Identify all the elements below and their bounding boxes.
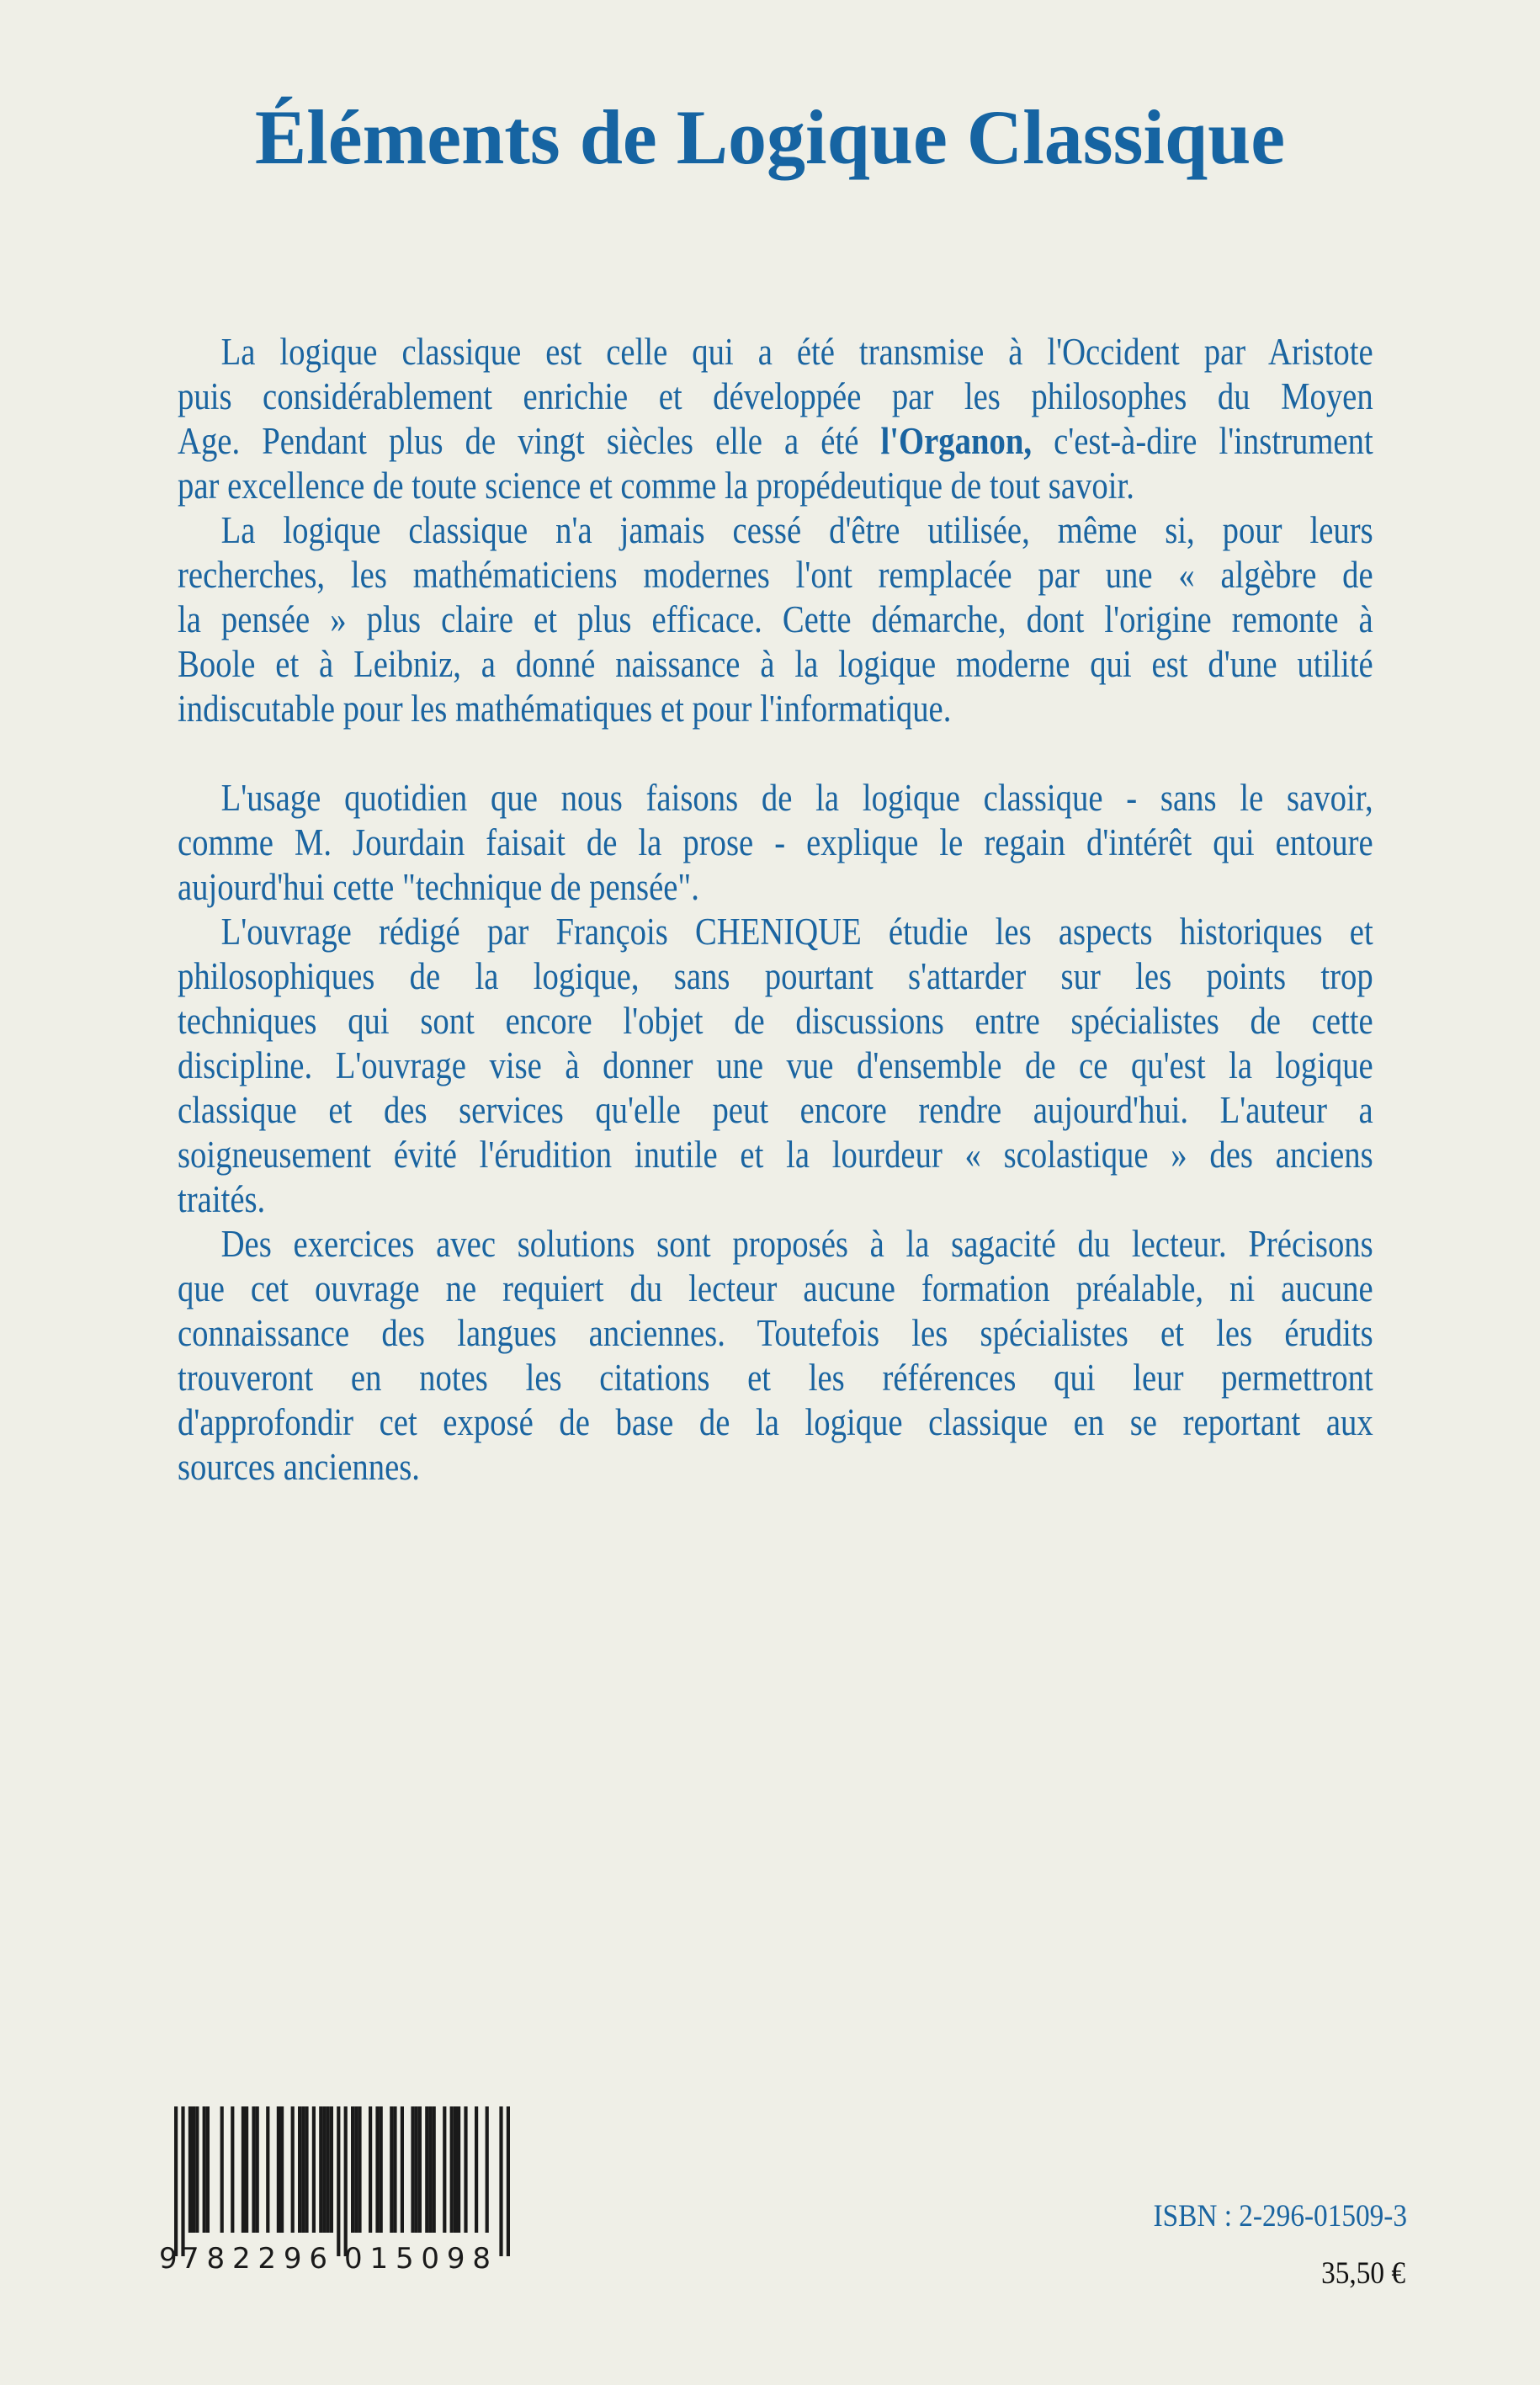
text-line: La logique classique est celle qui a été transmise à l'Occident par Aristote — [220, 331, 1373, 373]
book-title: Éléments de Logique Classique — [254, 94, 1286, 180]
barcode-bar — [457, 2106, 460, 2233]
text-line: trouveront en notes les citations et les références qui leur permettront — [178, 1357, 1373, 1399]
barcode-bar — [220, 2106, 224, 2233]
barcode-bar — [344, 2106, 348, 2256]
barcode-bars — [174, 2106, 510, 2256]
barcode-bar — [256, 2106, 259, 2233]
barcode-bar — [319, 2106, 322, 2233]
barcode-bar — [358, 2106, 361, 2233]
barcode-bar — [312, 2106, 316, 2233]
barcode-left-digits: 782296 — [181, 2242, 327, 2275]
text-line: techniques qui sont encore l'objet de discussions entre spécialistes de cette — [178, 1000, 1373, 1042]
barcode-bar — [433, 2106, 436, 2233]
barcode-bar — [415, 2106, 418, 2233]
text-line: sources anciennes. — [178, 1446, 420, 1488]
barcode-bar — [305, 2106, 308, 2233]
barcode-bar — [174, 2106, 178, 2256]
text-line: La logique classique n'a jamais cessé d'être utilisée, même si, pour leurs — [220, 509, 1373, 551]
ean13-barcode — [156, 2106, 518, 2275]
text-line: L'ouvrage rédigé par François CHENIQUE étudie les aspects historiques et — [220, 911, 1373, 953]
text-line: Des exercices avec solutions sont proposés à la sagacité du lecteur. Précisons — [220, 1223, 1373, 1265]
barcode-bar — [337, 2106, 340, 2256]
barcode-bar — [380, 2106, 383, 2233]
barcode-bar — [475, 2106, 478, 2233]
text-line — [178, 419, 1373, 464]
text-line: d'approfondir cet exposé de base de la logique classique en se reportant aux — [178, 1401, 1373, 1443]
barcode-bar — [252, 2106, 255, 2233]
barcode-bar — [277, 2106, 280, 2233]
text-line: recherches, les mathématiciens modernes l'ont remplacée par une « algèbre de — [178, 554, 1373, 596]
price: 35,50 € — [1321, 2256, 1405, 2291]
text-line: comme M. Jourdain faisait de la prose - explique le regain d'intérêt qui entoure — [178, 821, 1373, 863]
back-cover-blurb — [178, 330, 1373, 1490]
text-span: Age. Pendant plus de vingt siècles elle a été — [178, 420, 881, 462]
emphasis-organon: l'Organon, — [880, 420, 1033, 462]
barcode-bar — [507, 2106, 510, 2256]
barcode-bar — [425, 2106, 428, 2233]
barcode-bar — [298, 2106, 301, 2233]
isbn: ISBN : 2-296-01509-3 — [1153, 2199, 1407, 2234]
barcode-bar — [375, 2106, 379, 2233]
barcode-bar — [401, 2106, 404, 2233]
barcode-bar — [418, 2106, 422, 2233]
barcode-bar — [245, 2106, 248, 2233]
barcode-bar — [266, 2106, 269, 2233]
barcode-bar — [192, 2106, 195, 2233]
barcode-bar — [464, 2106, 467, 2233]
barcode-bar — [411, 2106, 414, 2233]
text-line: Boole et à Leibniz, a donné naissance à la logique moderne qui est d'une utilité — [178, 643, 1373, 685]
barcode-bar — [280, 2106, 284, 2233]
text-line: aujourd'hui cette "technique de pensée". — [178, 866, 699, 908]
text-line: que cet ouvrage ne requiert du lecteur aucune formation préalable, ni aucune — [178, 1267, 1373, 1309]
barcode-bar — [291, 2106, 295, 2233]
barcode-first-digit: 9 — [159, 2242, 178, 2275]
barcode-bar — [354, 2106, 358, 2233]
barcode-bar — [322, 2106, 326, 2233]
text-line: classique et des services qu'elle peut encore rendre aujourd'hui. L'auteur a — [178, 1089, 1373, 1131]
barcode-bar — [206, 2106, 210, 2233]
barcode-bar — [443, 2106, 446, 2233]
barcode-bar — [203, 2106, 206, 2233]
barcode-bar — [181, 2106, 184, 2256]
barcode-bar — [390, 2106, 393, 2233]
barcode-bar — [327, 2106, 330, 2233]
barcode-bar — [369, 2106, 372, 2233]
text-line: traités. — [178, 1178, 266, 1220]
barcode-bar — [486, 2106, 489, 2233]
barcode-bar — [189, 2106, 192, 2233]
barcode-bar — [450, 2106, 454, 2233]
text-line: discipline. L'ouvrage vise à donner une vue d'ensemble de ce qu'est la logique — [178, 1044, 1373, 1086]
barcode-bar — [428, 2106, 432, 2233]
text-span: c'est-à-dire l'instrument — [1032, 420, 1373, 462]
text-line: soigneusement évité l'érudition inutile et la lourdeur « scolastique » des anciens — [178, 1134, 1373, 1176]
barcode-bar — [301, 2106, 305, 2233]
barcode-bar — [242, 2106, 245, 2233]
text-line: la pensée » plus claire et plus efficace. Cette démarche, dont l'origine remonte à — [178, 598, 1373, 640]
text-line: indiscutable pour les mathématiques et pour l'informatique. — [178, 688, 952, 730]
text-line: connaissance des langues anciennes. Toutefois les spécialistes et les érudits — [178, 1312, 1373, 1354]
barcode-bar — [393, 2106, 396, 2233]
barcode-bar — [330, 2106, 333, 2233]
barcode-bar — [195, 2106, 199, 2233]
barcode-bar — [454, 2106, 457, 2233]
barcode-bar — [499, 2106, 502, 2256]
paragraph-gap — [178, 731, 1373, 776]
text-line: puis considérablement enrichie et développée par les philosophes du Moyen — [178, 375, 1373, 417]
barcode-bar — [351, 2106, 354, 2233]
barcode-bar — [231, 2106, 234, 2233]
text-line: L'usage quotidien que nous faisons de la logique classique - sans le savoir, — [220, 777, 1373, 819]
barcode-right-digits: 015098 — [344, 2242, 491, 2275]
text-line: par excellence de toute science et comme la propédeutique de tout savoir. — [178, 465, 1134, 507]
text-line: philosophiques de la logique, sans pourtant s'attarder sur les points trop — [178, 955, 1373, 997]
